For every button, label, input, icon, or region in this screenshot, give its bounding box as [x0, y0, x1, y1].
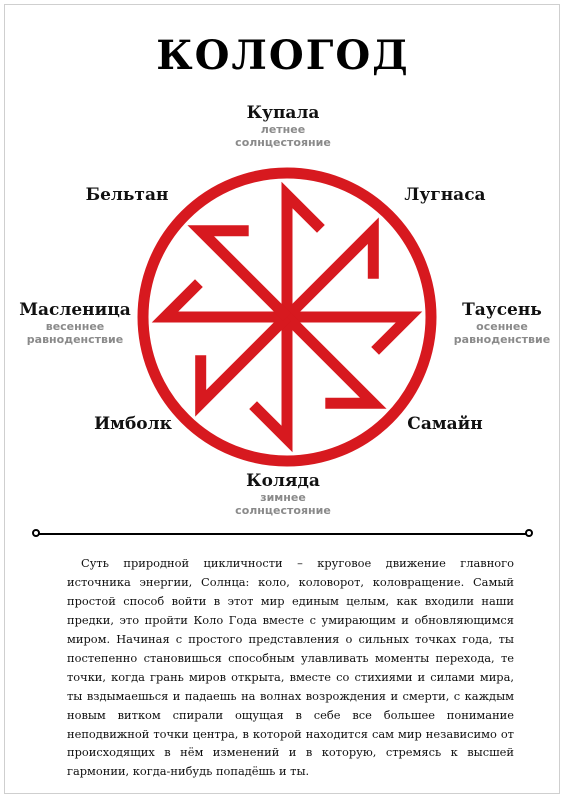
label-kolyada: Коляда зимнее солнцестояние: [235, 471, 331, 517]
page-title: КОЛОГОД: [156, 32, 410, 79]
divider-dot-left: [32, 529, 40, 537]
divider-line: [38, 533, 528, 535]
divider-dot-right: [525, 529, 533, 537]
body-text: Суть природной цикличности – круговое движение главного источника энергии, Солнца: коло, коловорот, коловращение. Самый простой способ войти в этот мир единым целым, как входили наши предки, это пройти Коло Года вместе с умирающим и обновляющимся миром. Начиная с простого представления о сильных точках года, ты постепенно становишься способным улавливать моменты перехода, те точки, когда грань миров открыта, вместе со стихиями и силами мира, ты вздымаешься и падаешь на волнах возрождения и смерти, с каждым новым витком спирали ощущая в себе все большее понимание неподвижной точки центра, в которой находится сам мир независимо от происходящих в нём изменений и в которую, стремясь к высшей гармонии, когда-нибудь попадёшь и ты.: [67, 556, 514, 779]
label-kupala: Купала летнее солнцестояние: [235, 103, 331, 149]
label-tausen: Таусень осеннее равноденствие: [453, 300, 551, 346]
symbol-spoke: [201, 231, 287, 317]
label-lugnasa: Лугнаса: [404, 185, 486, 205]
symbol-spoke: [287, 231, 373, 317]
label-imbolk: Имболк: [94, 414, 172, 434]
label-samain: Самайн: [407, 414, 483, 434]
label-beltan: Бельтан: [85, 185, 169, 205]
label-maslenitsa: Масленица весеннее равноденствие: [19, 300, 131, 346]
symbol-spoke: [287, 317, 373, 403]
symbol-spoke: [201, 317, 287, 403]
